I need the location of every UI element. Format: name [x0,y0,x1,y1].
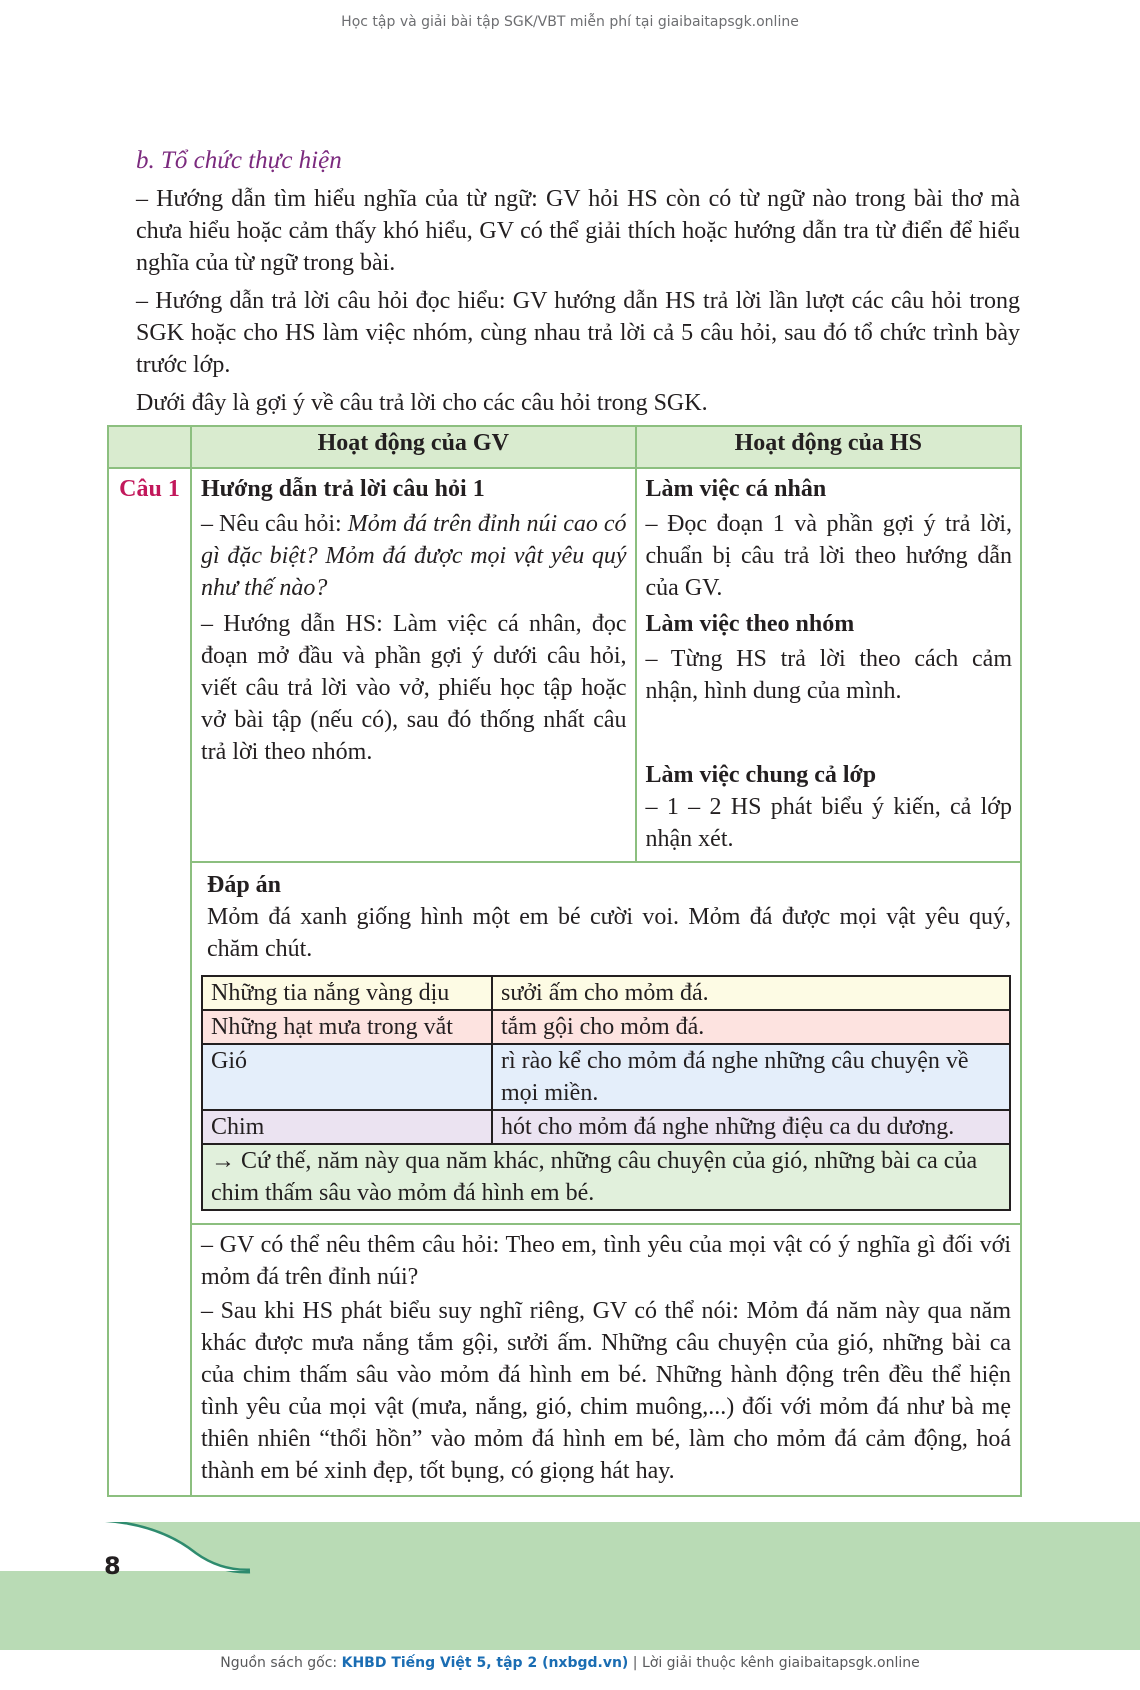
header-gv: Hoạt động của GV [191,426,636,468]
section-title: b. Tổ chức thực hiện [136,147,342,174]
intro-paragraph: – Hướng dẫn tìm hiểu nghĩa của từ ngữ: GV hỏi HS còn có từ ngữ nào trong bài thơ mà chưa hiểu hoặc cảm thấy khó hiểu, GV có thể giải thích hoặc hướng dẫn tra từ điển để hiểu nghĩa của từ ngữ trong bài. [136,186,1020,276]
hs-heading-group: Làm việc theo nhóm [645,611,855,637]
source-footer [0,1655,1140,1671]
hs-text-individual: – Đọc đoạn 1 và phần gợi ý trả lời, chuẩn bị câu trả lời theo hướng dẫn của GV. [645,511,1012,601]
answer-action: tắm gội cho mỏm đá. [492,1010,1010,1044]
intro-paragraph: Dưới đây là gợi ý về câu trả lời cho các câu hỏi trong SGK. [136,390,708,416]
table-row-answer [108,862,1021,1224]
answer-row [202,1110,1010,1144]
answer-row [202,976,1010,1010]
activity-table [107,425,1022,1497]
answer-row [202,1044,1010,1110]
table-row [108,468,1021,862]
header-hs: Hoạt động của HS [636,426,1021,468]
gv-guide: – Hướng dẫn HS: Làm việc cá nhân, đọc đoạn mở đầu và phần gợi ý dưới câu hỏi, viết câu trả lời vào vở, phiếu học tập hoặc vở bài tập (nếu có), sau đó thống nhất câu trả lời theo nhóm. [201,611,627,765]
answer-conclusion-text: Cứ thế, năm này qua năm khác, những câu chuyện của gió, những bài ca của chim thấm sâu vào mỏm đá hình em bé. [211,1148,978,1206]
table-row-more [108,1224,1021,1496]
answer-conclusion [202,1144,1010,1210]
hs-text-group: – Từng HS trả lời theo cách cảm nhận, hình dung của mình. [645,646,1012,704]
gv-more-cell [191,1224,1021,1496]
answer-action: rì rào kể cho mỏm đá nghe những câu chuyện về mọi miền. [492,1044,1010,1110]
source-prefix: Nguồn sách gốc: [220,1655,342,1671]
gv-more-question: – GV có thể nêu thêm câu hỏi: Theo em, tình yêu của mọi vật có ý nghĩa gì đối với mỏm đá trên đỉnh núi? [201,1232,1011,1290]
intro-text [136,183,1020,425]
answer-cell [191,862,1021,1224]
answer-title: Đáp án [207,872,282,898]
answer-conclusion-row [202,1144,1010,1210]
answer-table [201,975,1011,1211]
answer-action: hót cho mỏm đá nghe những điệu ca du dương. [492,1110,1010,1144]
gv-question-prefix: – Nêu câu hỏi: [201,511,348,537]
footer-wave-decoration [0,1522,300,1582]
hs-text-class: – 1 – 2 HS phát biểu ý kiến, cả lớp nhận xét. [645,794,1012,852]
intro-paragraph: – Hướng dẫn trả lời câu hỏi đọc hiểu: GV hướng dẫn HS trả lời lần lượt các câu hỏi trong SGK hoặc cho HS làm việc nhóm, cùng nhau trả lời cả 5 câu hỏi, sau đó tổ chức trình bày trước lớp. [136,288,1020,378]
arrow-right-icon: → [211,1148,235,1174]
top-site-note: Học tập và giải bài tập SGK/VBT miễn phí tại giaibaitapsgk.online [341,14,799,30]
source-separator: | [628,1655,642,1671]
hs-heading-individual: Làm việc cá nhân [645,476,827,502]
gv-activity-cell [191,468,636,862]
gv-more-explanation: – Sau khi HS phát biểu suy nghĩ riêng, GV có thể nói: Mỏm đá năm này qua năm khác được mưa nắng tắm gội, sưởi ấm. Những câu chuyện của gió, những bài ca của chim thấm sâu vào mỏm đá hình em bé. Những hành động trên đều thể hiện tình yêu của mọi vật (mưa, nắng, gió, chim muông,...) đối với mỏm đá như bà mẹ thiên nhiên “thổi hồn” vào mỏm đá hình em bé, làm cho mỏm đá cảm động, hoá thành em bé xinh đẹp, tốt bụng, có giọng hát hay. [201,1298,1011,1484]
answer-subject: Những hạt mưa trong vắt [202,1010,492,1044]
hs-heading-class: Làm việc chung cả lớp [645,762,877,788]
answer-text: Mỏm đá xanh giống hình một em bé cười voi. Mỏm đá được mọi vật yêu quý, chăm chút. [207,904,1011,962]
answer-subject: Gió [202,1044,492,1110]
gv-question [201,508,627,604]
question-label: Câu 1 [108,468,191,1496]
source-suffix: Lời giải thuộc kênh giaibaitapsgk.online [641,1655,920,1671]
answer-action: sưởi ấm cho mỏm đá. [492,976,1010,1010]
gv-question-text: Mỏm đá trên đỉnh núi cao có gì đặc biệt? Mỏm đá được mọi vật yêu quý như thế nào? [201,511,627,601]
page-number: 8 [104,1552,121,1580]
source-title: KHBD Tiếng Việt 5, tập 2 (nxbgd.vn) [341,1655,629,1671]
hs-activity-cell [636,468,1021,862]
answer-subject: Những tia nắng vàng dịu [202,976,492,1010]
gv-activity-title: Hướng dẫn trả lời câu hỏi 1 [201,476,485,502]
answer-subject: Chim [202,1110,492,1144]
answer-row [202,1010,1010,1044]
table-header-row [108,426,1021,468]
header-empty-cell [108,426,191,468]
